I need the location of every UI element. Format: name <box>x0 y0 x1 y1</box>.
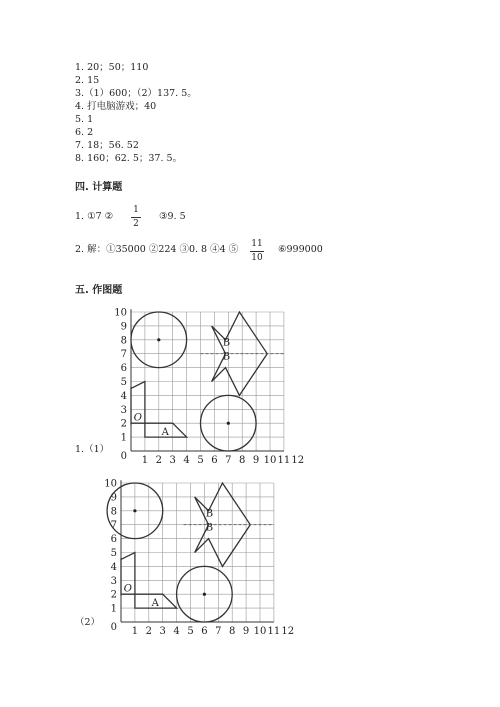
y-tick-label: 7 <box>110 520 117 532</box>
x-tick-label: 9 <box>242 626 250 637</box>
y-tick-label: 7 <box>120 349 127 361</box>
y-tick-label: 2 <box>120 418 127 430</box>
y-tick-label: 6 <box>120 363 127 375</box>
x-tick-label: 2 <box>145 626 152 637</box>
x-tick-label: 12 <box>291 455 305 466</box>
circle-top-center <box>133 509 136 512</box>
y-tick-label: 10 <box>104 478 117 490</box>
label-o: O <box>133 412 142 424</box>
calc-q1-part3: ③9. 5 <box>159 211 186 222</box>
y-tick-label: 4 <box>120 390 127 402</box>
y-tick-label: 9 <box>110 492 117 504</box>
circle-bottom-center <box>227 422 230 425</box>
y-tick-label: 4 <box>110 561 117 573</box>
x-tick-label: 5 <box>187 626 194 637</box>
calc-q2-part1: 2. 解：①35000 ②224 ③0. 8 ④4 ⑤ <box>75 244 239 255</box>
y-tick-label: 3 <box>120 404 127 416</box>
answer-line-8: 8. 160；62. 5；37. 5。 <box>75 153 183 164</box>
x-tick-label: 8 <box>229 626 236 637</box>
x-tick-label: 2 <box>155 455 162 466</box>
fraction-numerator: 11 <box>251 239 263 249</box>
y-tick-label: 10 <box>114 307 127 319</box>
figure-2-grid <box>104 479 294 638</box>
label-b: B <box>205 508 214 520</box>
x-tick-label: 1 <box>131 626 139 637</box>
answer-line-7: 7. 18；56. 52 <box>75 140 139 151</box>
x-tick-label: 6 <box>211 455 218 466</box>
y-tick-label: 5 <box>120 377 127 388</box>
y-tick-label: 5 <box>110 548 117 559</box>
circle-top-center <box>157 338 160 341</box>
x-tick-label: 11 <box>267 626 281 637</box>
figure-2-label: （2） <box>75 617 101 628</box>
y-tick-label: 1 <box>120 432 127 444</box>
x-tick-label: 4 <box>173 626 180 637</box>
label-b: B <box>205 522 214 534</box>
fraction-numerator: 1 <box>133 205 139 215</box>
answer-line-1: 1. 20；50；110 <box>75 62 149 73</box>
figure-1-grid <box>114 308 304 467</box>
answer-line-2: 2. 15 <box>75 75 100 86</box>
answer-line-6: 6. 2 <box>75 127 94 138</box>
y-tick-label: 6 <box>110 534 117 546</box>
answer-line-4: 4. 打电脑游戏；40 <box>75 101 157 112</box>
x-tick-label: 5 <box>197 455 204 466</box>
x-tick-label: 11 <box>277 455 291 466</box>
calc-q1-part1: 1. ①7 ② <box>75 211 114 222</box>
calc-q2-part3: ⑥999000 <box>278 244 323 255</box>
origin-label: 0 <box>110 622 117 633</box>
section-heading-calc: 四. 计算题 <box>75 182 123 193</box>
fraction-denominator: 10 <box>251 253 263 263</box>
y-tick-label: 8 <box>110 506 117 518</box>
y-tick-label: 2 <box>110 589 117 601</box>
x-tick-label: 9 <box>252 455 260 466</box>
x-tick-label: 12 <box>281 626 295 637</box>
x-tick-label: 3 <box>169 455 176 466</box>
origin-label: 0 <box>120 451 127 462</box>
circle-bottom-center <box>203 593 206 596</box>
answer-line-3: 3.（1）600；（2）137. 5。 <box>75 88 197 99</box>
label-o: O <box>123 583 132 595</box>
x-tick-label: 10 <box>263 455 277 466</box>
x-tick-label: 7 <box>225 455 232 466</box>
fraction-denominator: 2 <box>133 219 139 229</box>
figure-1-label: 1.（1） <box>75 444 110 455</box>
x-tick-label: 6 <box>201 626 208 637</box>
label-b: B <box>222 351 231 363</box>
x-tick-label: 1 <box>141 455 149 466</box>
label-a: A <box>161 427 169 439</box>
x-tick-label: 4 <box>183 455 190 466</box>
answer-line-5: 5. 1 <box>75 114 94 125</box>
y-tick-label: 1 <box>110 603 117 615</box>
y-tick-label: 9 <box>120 321 127 333</box>
y-tick-label: 8 <box>120 335 127 347</box>
x-tick-label: 3 <box>159 626 166 637</box>
label-a: A <box>151 598 159 610</box>
label-b: B <box>222 337 231 349</box>
x-tick-label: 7 <box>215 626 222 637</box>
x-tick-label: 10 <box>253 626 267 637</box>
y-tick-label: 3 <box>110 575 117 587</box>
x-tick-label: 8 <box>239 455 246 466</box>
section-heading-drawing: 五. 作图题 <box>75 285 123 296</box>
